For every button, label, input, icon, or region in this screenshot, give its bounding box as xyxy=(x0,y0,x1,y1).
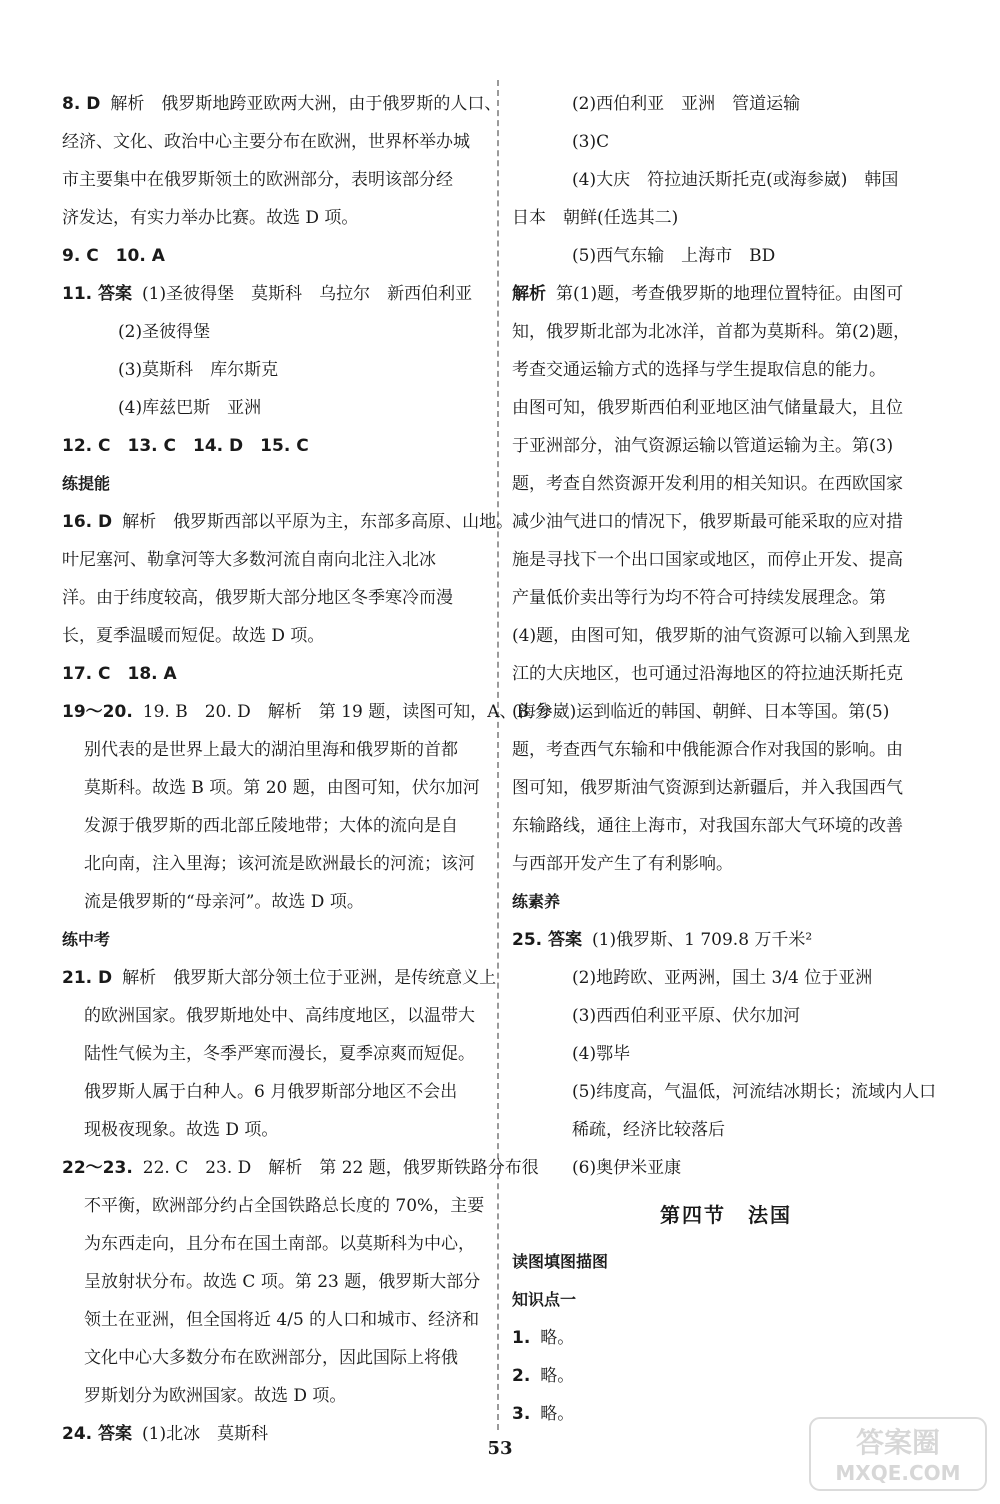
text-line: 江的大庆地区，也可通过沿海地区的符拉迪沃斯托克 xyxy=(512,664,903,684)
question-number: 17. C 18. A xyxy=(62,664,177,684)
watermark-text-2: MXQE.COM xyxy=(835,1461,961,1485)
answer-text: 解析 俄罗斯西部以平原为主，东部多高原、山地。 xyxy=(122,512,514,532)
text-line: (4)库兹巴斯 亚洲 xyxy=(118,398,262,418)
text-line: 日本 朝鲜(任选其二) xyxy=(512,208,679,228)
text-line: 施是寻找下一个出口国家或地区，而停止开发、提高 xyxy=(512,550,903,570)
answer-line xyxy=(62,237,487,275)
answer-text: 略。 xyxy=(540,1366,575,1386)
answer-line xyxy=(62,427,487,465)
text-line: 莫斯科。故选 B 项。第 20 题，由图可知，伏尔加河 xyxy=(84,778,480,798)
answer-line xyxy=(62,275,487,313)
section-label: 知识点一 xyxy=(512,1290,577,1309)
text-line: 长，夏季温暖而短促。故选 D 项。 xyxy=(62,626,325,646)
text-line: (5)纬度高，气温低，河流结冰期长；流域内人口 xyxy=(572,1082,937,1102)
text-line: 洋。由于纬度较高，俄罗斯大部分地区冬季寒冷而漫 xyxy=(62,588,453,608)
question-number: 8. D xyxy=(62,94,101,114)
section-title: 第四节 法国 xyxy=(660,1203,792,1227)
section-label: 练素养 xyxy=(512,892,561,911)
answer-line xyxy=(62,1149,539,1187)
answer-line xyxy=(512,921,940,959)
text-line: (4)大庆 符拉迪沃斯托克(或海参崴) 韩国 xyxy=(572,170,899,190)
text-line: 经济、文化、政治中心主要分布在欧洲，世界杯举办城 xyxy=(62,132,470,152)
text-line: 为东西走向，且分布在国土南部。以莫斯科为中心， xyxy=(84,1234,475,1254)
watermark-text-1: 答案圈 xyxy=(855,1426,941,1459)
column-divider xyxy=(497,80,499,1430)
answer-text: 22. C 23. D 解析 第 22 题，俄罗斯铁路分布很 xyxy=(142,1158,539,1178)
text-line: 东输路线，通往上海市，对我国东部大气环境的改善 xyxy=(512,816,903,836)
text-line: (2)圣彼得堡 xyxy=(118,322,211,342)
answer-text: 略。 xyxy=(540,1328,575,1348)
answer-line xyxy=(512,275,940,313)
answer-text: (1)俄罗斯、1 709.8 万千米² xyxy=(592,930,813,950)
text-line: 俄罗斯人属于白种人。6 月俄罗斯部分地区不会出 xyxy=(84,1082,458,1102)
question-number: 16. D xyxy=(62,512,113,532)
question-number: 21. D xyxy=(62,968,113,988)
text-line: 呈放射状分布。故选 C 项。第 23 题，俄罗斯大部分 xyxy=(84,1272,481,1292)
answer-text: 解析 俄罗斯地跨亚欧两大洲，由于俄罗斯的人口、 xyxy=(110,94,502,114)
text-line: 济发达，有实力举办比赛。故选 D 项。 xyxy=(62,208,359,228)
answer-line xyxy=(62,85,502,123)
question-number: 9. C 10. A xyxy=(62,246,165,266)
question-number: 24. 答案 xyxy=(62,1424,133,1444)
text-line: 题，考查西气东输和中俄能源合作对我国的影响。由 xyxy=(512,740,903,760)
answer-line xyxy=(512,1319,940,1357)
question-number: 22～23. xyxy=(62,1158,133,1178)
answer-line xyxy=(62,655,487,693)
text-line: 市主要集中在俄罗斯领土的欧洲部分，表明该部分经 xyxy=(62,170,453,190)
text-line: 领土在亚洲，但全国将近 4/5 的人口和城市、经济和 xyxy=(84,1310,480,1330)
question-number: 1. xyxy=(512,1328,531,1348)
right-column xyxy=(512,85,940,1433)
text-line: 产量低价卖出等行为均不符合可持续发展理念。第 xyxy=(512,588,886,608)
text-line: 现极夜现象。故选 D 项。 xyxy=(84,1120,279,1140)
question-number: 解析 xyxy=(512,284,546,304)
text-line: 知，俄罗斯北部为北冰洋，首都为莫斯科。第(2)题， xyxy=(512,322,911,342)
answer-text: 第(1)题，考查俄罗斯的地理位置特征。由图可 xyxy=(556,284,904,304)
section-label: 练中考 xyxy=(62,930,111,949)
text-line: 考查交通运输方式的选择与学生提取信息的能力。 xyxy=(512,360,886,380)
text-line: (海参崴)运到临近的韩国、朝鲜、日本等国。第(5) xyxy=(512,702,890,722)
question-number: 11. 答案 xyxy=(62,284,133,304)
text-line: 于亚洲部分，油气资源运输以管道运输为主。第(3) xyxy=(512,436,894,456)
text-line: 叶尼塞河、勒拿河等大多数河流自南向北注入北冰 xyxy=(62,550,436,570)
text-line: (2)西伯利亚 亚洲 管道运输 xyxy=(572,94,801,114)
text-line: (3)西西伯利亚平原、伏尔加河 xyxy=(572,1006,801,1026)
text-line: (6)奥伊米亚康 xyxy=(572,1158,682,1178)
text-line: 图可知，俄罗斯油气资源到达新疆后，并入我国西气 xyxy=(512,778,903,798)
text-line: (3)C xyxy=(572,132,610,152)
text-line: 由图可知，俄罗斯西伯利亚地区油气储量最大，且位 xyxy=(512,398,903,418)
question-number: 3. xyxy=(512,1404,531,1424)
answer-text: (1)北冰 莫斯科 xyxy=(142,1424,269,1444)
answer-text: 19. B 20. D 解析 第 19 题，读图可知，A、B 分 xyxy=(142,702,552,722)
text-line: 罗斯划分为欧洲国家。故选 D 项。 xyxy=(84,1386,347,1406)
watermark-logo xyxy=(808,1414,988,1494)
answer-text: 略。 xyxy=(540,1404,575,1424)
section-label: 练提能 xyxy=(62,474,111,493)
answer-line xyxy=(62,693,552,731)
text-line: 发源于俄罗斯的西北部丘陵地带；大体的流向是自 xyxy=(84,816,458,836)
text-line: 稀疏，经济比较落后 xyxy=(572,1120,725,1140)
question-number: 2. xyxy=(512,1366,531,1386)
text-line: 文化中心大多数分布在欧洲部分，因此国际上将俄 xyxy=(84,1348,458,1368)
text-line: (4)题，由图可知，俄罗斯的油气资源可以输入到黑龙 xyxy=(512,626,911,646)
text-line: (2)地跨欧、亚两洲，国土 3/4 位于亚洲 xyxy=(572,968,873,988)
text-line: 与西部开发产生了有利影响。 xyxy=(512,854,733,874)
answer-text: 解析 俄罗斯大部分领土位于亚洲，是传统意义上 xyxy=(122,968,497,988)
text-line: 的欧洲国家。俄罗斯地处中、高纬度地区，以温带大 xyxy=(84,1006,475,1026)
question-number: 12. C 13. C 14. D 15. C xyxy=(62,436,309,456)
text-line: 别代表的是世界上最大的湖泊里海和俄罗斯的首都 xyxy=(84,740,458,760)
answer-text: (1)圣彼得堡 莫斯科 乌拉尔 新西伯利亚 xyxy=(142,284,473,304)
question-number: 19～20. xyxy=(62,702,133,722)
question-number: 25. 答案 xyxy=(512,930,583,950)
answer-line xyxy=(62,503,514,541)
answer-line xyxy=(512,1357,940,1395)
text-line: (5)西气东输 上海市 BD xyxy=(572,246,776,266)
text-line: (4)鄂毕 xyxy=(572,1044,631,1064)
text-line: 不平衡，欧洲部分约占全国铁路总长度的 70%，主要 xyxy=(84,1196,485,1216)
section-label: 读图填图描图 xyxy=(512,1252,609,1271)
text-line: (3)莫斯科 库尔斯克 xyxy=(118,360,279,380)
text-line: 题，考查自然资源开发利用的相关知识。在西欧国家 xyxy=(512,474,903,494)
text-line: 陆性气候为主，冬季严寒而漫长，夏季凉爽而短促。 xyxy=(84,1044,475,1064)
text-line: 流是俄罗斯的“母亲河”。故选 D 项。 xyxy=(84,892,364,912)
text-line: 减少油气进口的情况下，俄罗斯最可能采取的应对措 xyxy=(512,512,903,532)
text-line: 北向南，注入里海；该河流是欧洲最长的河流；该河 xyxy=(84,854,475,874)
page-number: 53 xyxy=(487,1438,513,1459)
answer-line xyxy=(62,959,497,997)
